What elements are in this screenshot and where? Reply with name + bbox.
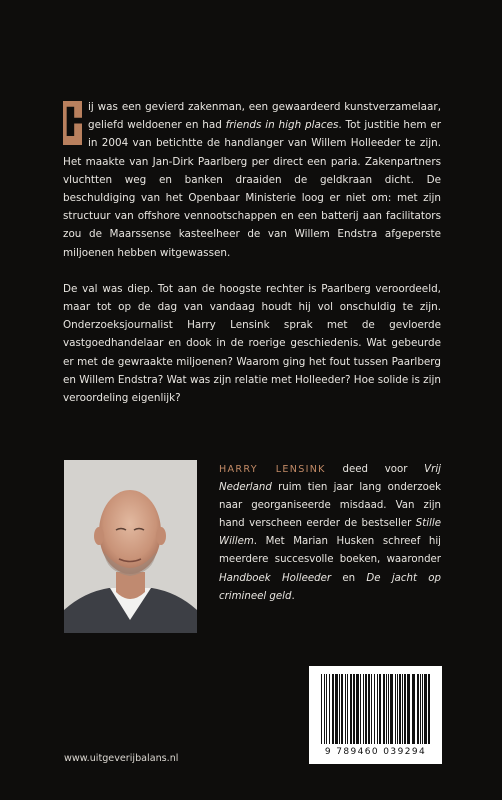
author-bio-text: ruim tien jaar lang onderzoek naar georganiseerde misdaad. Van zijn hand verscheen eerder de bestseller [219,482,441,530]
drop-cap: H [63,100,97,146]
blurb-text: . Tot justitie hem er in 2004 van betichtte de handlanger van Willem Holleeder te zijn. Het maakte van Jan-Dirk Paarlberg per direct een paria. Zakenpartners vluchtten weg en banken draaiden de geldkraan dicht. De beschuldiging van het Openbaar Ministerie loog er niet om: met zijn structuur van offshore vennootschappen en een batterij aan facilitators zou de Maarssense kasteelheer de van Willem Endstra afgeperste miljoenen hebben witgewassen. [63,119,441,259]
author-bio-emphasis: Handboek Holleeder [219,572,332,584]
author-bio-text: . Met Marian Husken schreef hij meerdere succesvolle boeken, waaronder [219,536,441,566]
author-bio-emphasis: De jacht op crimineel geld [219,572,441,602]
blurb [63,98,441,407]
isbn-number: 9 789460 039294 [324,747,427,757]
author-bio-text: deed voor [325,464,425,475]
blurb-text: ij was een gevierd zakenman, een gewaardeerd kunstverzamelaar, geliefd weldoener en had [88,101,441,132]
publisher-url: www.uitgeverijbalans.nl [64,753,179,764]
blurb-paragraph-2: De val was diep. Tot aan de hoogste rechter is Paarlberg veroordeeld, maar tot op de dag van vandaag houdt hij vol onschuldig te zijn. Onderzoeksjournalist Harry Lensink sprak met de gevloerde vastgoedhandelaar en dook in de roerige geschiedenis. Wat gebeurde er met de gewraakte miljoenen? Waarom ging het fout tussen Paarlberg en Willem Endstra? Wat was zijn relatie met Holleeder? Hoe solide is zijn veroordeling eigenlijk? [63,282,441,405]
blurb-emphasis: friends in high places [225,119,339,132]
author-bio-emphasis: Stille Willem [219,518,441,548]
author-name: HARRY LENSINK [219,464,326,475]
author-portrait-image [64,460,197,633]
author-bio-text: . [291,590,295,602]
author-photo [64,460,197,633]
blurb-paragraph-1 [63,98,441,262]
author-bio-emphasis: Vrij Nederland [219,464,441,494]
author-bio-text: en [331,572,367,584]
author-bio [219,461,441,606]
isbn-barcode [309,666,442,764]
